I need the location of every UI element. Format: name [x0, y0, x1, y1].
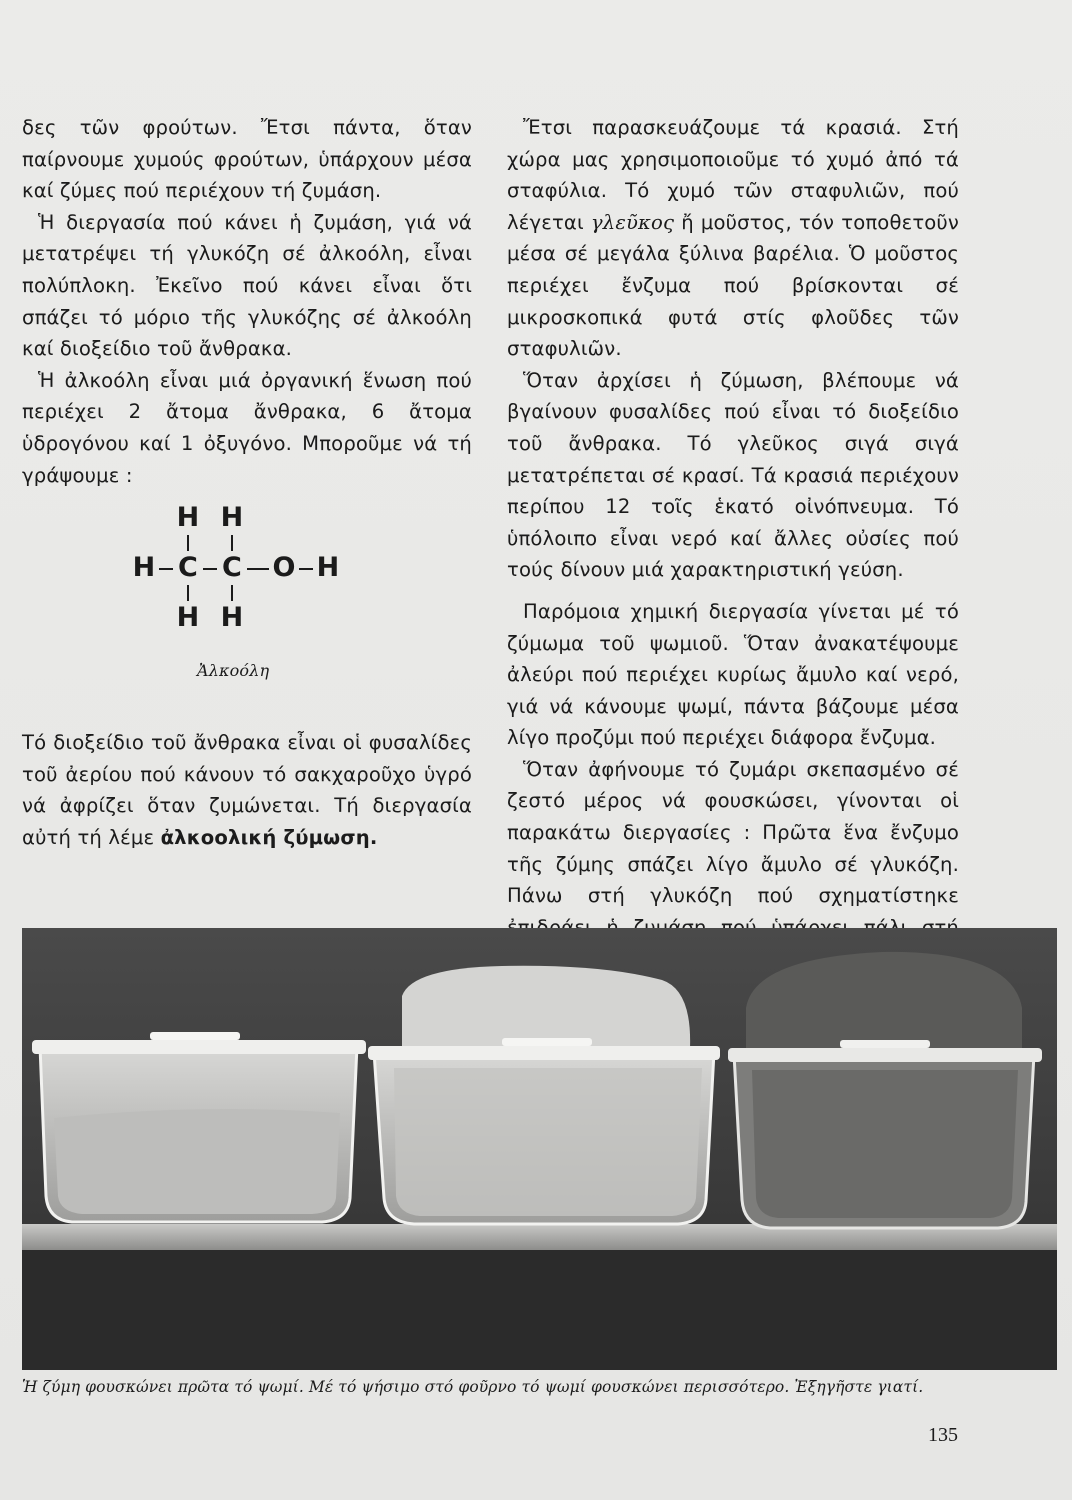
paragraph-text: Τό διοξείδιο τοῦ ἄνθρακα εἶναι οἱ φυσαλίδες τοῦ ἀερίου πού κάνουν τό σακχαροῦχο ὑγρό νά ἀφρίζει ὅταν ζυμώνεται. Τή διεργασία αὐτή τή λέμε: [22, 731, 472, 849]
atom-hydrogen: H: [316, 552, 340, 584]
bond-line: [231, 585, 233, 601]
bond-line: [187, 585, 189, 601]
term-alcoholic-fermentation: ἀλκοολική ζύμωση.: [160, 825, 378, 849]
bond-line: [203, 568, 217, 570]
atom-hydrogen: H: [132, 552, 156, 584]
bread-pans-photo: [22, 928, 1057, 1370]
figure-caption: Ἡ ζύμη φουσκώνει πρῶτα τό ψωμί. Μέ τό ψήσιμο στό φοῦρνο τό ψωμί φουσκώνει περισσότερο. Ἐξηγῆστε γιατί.: [22, 1378, 924, 1396]
paragraph-zymase-process: Ἡ διεργασία πού κάνει ἡ ζυμάση, γιά νά μετατρέψει τή γλυκόζη σέ ἀλκοόλη, εἶναι πολύπλοκη. Ἐκεῖνο πού κάνει εἶναι ὅτι σπάζει τό μόριο τῆς γλυκόζης σέ ἀλκοόλη καί διοξείδιο τοῦ ἄνθρακα.: [22, 210, 472, 361]
bond-line: [187, 535, 189, 551]
pan-risen-dough: [368, 966, 720, 1224]
paragraph-text: Ἔτσι παρασκευάζουμε τά κρασιά. Στή χώρα μας χρησιμοποιοῦμε τό χυμό ἀπό τά σταφύλια. Τό χυμό τῶν σταφυλιῶν, πού λέγεται: [507, 116, 959, 234]
atom-hydrogen: H: [176, 602, 200, 634]
ethanol-structural-formula: [127, 503, 472, 707]
pan-unrisen-dough: [32, 1032, 366, 1222]
page-number: 135: [928, 1424, 958, 1446]
bond-line: [231, 535, 233, 551]
formula-name-label: Ἀλκοόλη: [197, 661, 270, 681]
paragraph-text: ἤ μοῦστος, τόν τοποθετοῦν μέσα σέ μεγάλα ξύλινα βαρέλια. Ὁ μοῦστος περιέχει ἔνζυμα πού βρίσκονται σέ μικροσκοπικά φυτά στίς φλοῦδες τῶν σταφυλιῶν.: [507, 210, 959, 361]
paragraph-dough-rising: Ὅταν ἀφήνουμε τό ζυμάρι σκεπασμένο σέ ζεστό μέρος νά φουσκώσει, γίνονται οἱ παρακάτω διεργασίες : Πρῶτα ἕνα ἔνζυμο τῆς ζύμης σπάζει λίγο ἄμυλο σέ γλυκόζη. Πάνω στή γλυκόζη πού σχηματίστηκε: [507, 757, 959, 908]
left-text-column: [22, 112, 472, 854]
paragraph-alcohol-composition: Ἡ ἀλκοόλη εἶναι μιά ὀργανική ἕνωση πού περιέχει 2 ἄτομα ἄνθρακα, 6 ἄτομα ὑδρογόνου καί 1 ὀξυγόνο. Μποροῦμε νά τή γράψουμε :: [22, 368, 472, 487]
paragraph-fermentation-bubbles: Ὅταν ἀρχίσει ἡ ζύμωση, βλέπουμε νά βγαίνουν φυσαλίδες πού εἶναι τό διοξείδιο τοῦ ἄνθρακα. Τό γλεῦκος σιγά σιγά μετατρέπεται σέ κρασί. Τά κρασιά περιέχουν περίπου 12 τοῖς ἑκατό οἰνόπνευμα. Τό ὑπόλοιπο εἶναι νερό καί ἄλλες οὐσίες πού τούς δίνουν μιά χαρακτηριστική γεύση.: [507, 368, 959, 582]
term-gleukos: γλεῦκος: [590, 210, 675, 234]
bond-line: [159, 568, 173, 570]
bread-pans-illustration: [22, 928, 1057, 1370]
atom-hydrogen: H: [220, 602, 244, 634]
atom-oxygen: O: [272, 552, 296, 584]
pan-baked-bread: [728, 952, 1042, 1228]
paragraph-yeast-juices: δες τῶν φρούτων. Ἔτσι πάντα, ὅταν παίρνουμε χυμούς φρούτων, ὑπάρχουν μέσα καί ζύμες πού περιέχουν τή ζυμάση.: [22, 116, 472, 203]
bond-line: [299, 568, 313, 570]
right-text-column: [507, 112, 959, 975]
paragraph-bread-kneading: Παρόμοια χημική διεργασία γίνεται μέ τό ζύμωμα τοῦ ψωμιοῦ. Ὅταν ἀνακατέψουμε ἀλεύρι πού περιέχει κυρίως ἄμυλο καί νερό, γιά νά κάνουμε ψωμί, πάντα βάζουμε μέσα λίγο προζύμι πού περιέχει διάφορα ἔνζυμα.: [507, 599, 959, 750]
atom-carbon: C: [178, 552, 198, 584]
atom-hydrogen: H: [176, 502, 200, 534]
paragraph-carbon-dioxide: [22, 727, 472, 853]
paragraph-wine-making: [507, 112, 959, 365]
bond-line: [247, 568, 269, 570]
atom-hydrogen: H: [220, 502, 244, 534]
atom-carbon: C: [222, 552, 242, 584]
